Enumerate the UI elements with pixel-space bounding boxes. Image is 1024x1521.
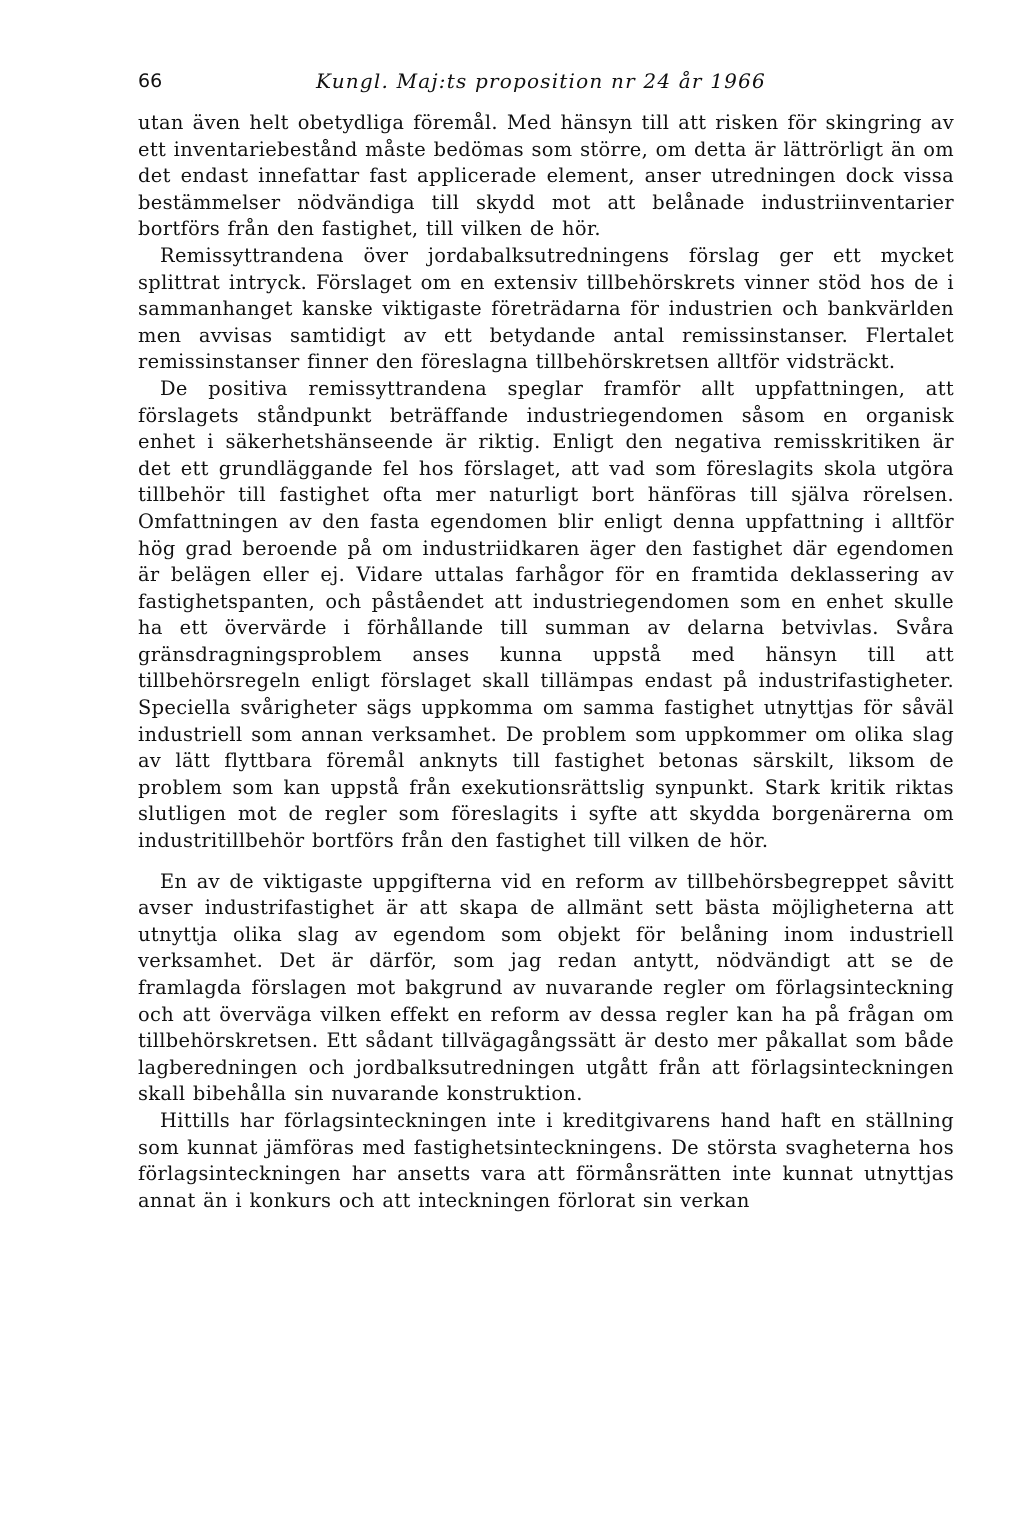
publication-title: Kungl. Maj:ts proposition nr 24 år 1966 xyxy=(316,69,766,93)
section-gap xyxy=(138,855,954,869)
running-head xyxy=(138,66,958,96)
body-text xyxy=(138,110,954,1214)
paragraph-positiva-remissyttrandena: De positiva remissyttrandena speglar framför allt uppfattningen, att förslagets ståndpunkt beträffande industriegendomen såsom en organisk enhet i säkerhetshänseende är riktig. Enligt den negativa remisskritiken är det ett grundläggande fel hos förslaget, att vad som föreslagits skola utgöra tillbehör till fastighet ofta mer naturligt bort hänföras till själva rörelsen. Omfattningen av den fasta egendomen blir enligt denna uppfattning i alltför hög grad beroende på om industriidkaren äger den fastighet där egendomen är belägen eller ej. Vidare uttalas farhågor för en framtida deklassering av fastighetspanten, och påståendet att industriegendomen som en enhet skulle ha ett övervärde i förhållande till summan av delarna betvivlas. Svåra gränsdragningsproblem anses kunna uppstå med hänsyn till att tillbehörsregeln enligt förslaget skall tillämpas endast på industrifastigheter. Speciella svårigheter sägs uppkomma om samma fastighet utnyttjas för såväl industriell som annan verksamhet. De problem som uppkommer om olika slag av lätt flyttbara föremål anknyts till fastighet betonas särskilt, liksom de problem som kan uppstå från exekutionsrättslig synpunkt. Stark kritik riktas slutligen mot de regler som föreslagits i syfte att skydda borgenärerna om industritillbehör bortförs från den fastighet till vilken de hör. xyxy=(138,376,954,853)
page-number: 66 xyxy=(138,70,163,92)
paragraph-remissyttrandena: Remissyttrandena över jordabalksutredningens förslag ger ett mycket splittrat intryck. Förslaget om en extensiv tillbehörskrets vinner stöd hos de i sammanhanget kanske viktigaste företrädarna för industrien och bankvärlden men avvisas samtidigt av ett betydande antal remissinstanser. Flertalet remissinstanser finner den föreslagna tillbehörskretsen alltför vidsträckt. xyxy=(138,243,954,374)
paragraph-viktigaste-uppgifterna: En av de viktigaste uppgifterna vid en reform av tillbehörsbegreppet såvitt avser industrifastighet är att skapa de allmänt sett bästa möjligheterna att utnyttja olika slag av egendom som objekt för belåning inom industriell verksamhet. Det är därför, som jag redan antytt, nödvändigt att se de framlagda förslagen mot bakgrund av nuvarande regler om förlagsinteckning och att överväga vilken effekt en reform av dessa regler kan ha på frågan om tillbehörskretsen. Ett sådant tillvägagångssätt är desto mer påkallat som både lagberedningen och jordbalksutredningen utgått från att förlagsinteckningen skall bibehålla sin nuvarande konstruktion. xyxy=(138,869,954,1106)
paragraph-continuation: utan även helt obetydliga föremål. Med hänsyn till att risken för skingring av ett inventariebestånd måste bedömas som större, om detta är lättrörligt än om det endast innefattar fast applicerade element, anser utredningen dock vissa bestämmelser nödvändiga till skydd mot att belånade industriinventarier bortförs från den fastighet, till vilken de hör. xyxy=(138,111,954,241)
paragraph-hittills: Hittills har förlagsinteckningen inte i kreditgivarens hand haft en ställning som kunnat jämföras med fastighetsinteckningens. De största svagheterna hos förlagsinteckningen har ansetts vara att förmånsrätten inte kunnat utnyttjas annat än i konkurs och att inteckningen förlorat sin verkan xyxy=(138,1108,954,1212)
